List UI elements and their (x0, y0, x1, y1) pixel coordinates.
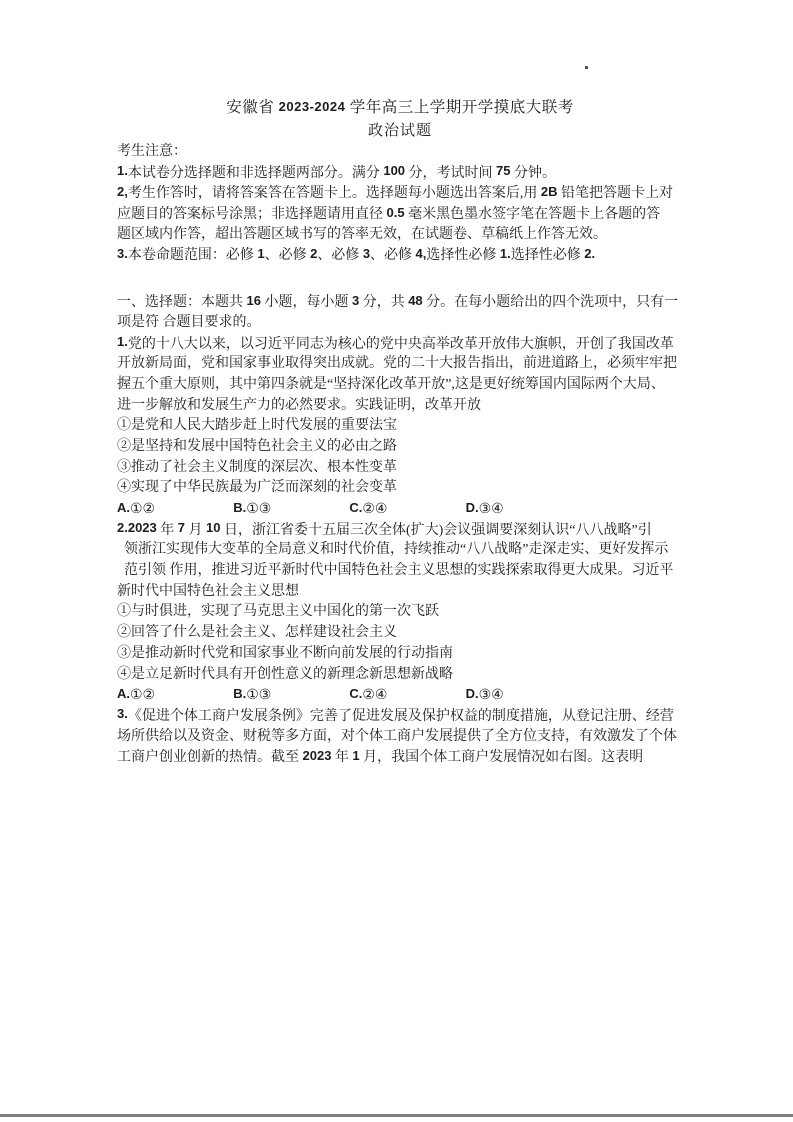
question-1-stem-line-2: 开放新局面，党和国家事业取得突出成就。党的二十大报告指出，前进道路上，必须牢牢把 (117, 356, 677, 372)
question-1-choice-c: C.②④ (349, 499, 388, 517)
question-2-stem-line-4: 新时代中国特色社会主义思想 (117, 583, 299, 599)
question-1-choice-b: B.①③ (233, 499, 272, 517)
page-bottom-edge-line (0, 1114, 793, 1117)
question-1-stem-line-3: 握五个重大原则，其中第四条就是“坚持深化改革开放”,这是更好统筹国内国际两个大局、 (117, 376, 665, 392)
document-body (117, 96, 683, 768)
question-2-stem-line-2: 领浙江实现伟大变革的全局意义和时代价值，持续推动“八八战略”走深走实、更好发挥示 (124, 542, 669, 558)
question-1-stem-line-4: 进一步解放和发展生产力的必然要求。实践证明，改革开放 (117, 397, 481, 413)
question-1-choice-d: D.③④ (465, 499, 504, 517)
question-1-choice-a: A.①② (117, 499, 156, 517)
question-2-choice-c: C.②④ (349, 685, 388, 704)
question-2-item-4: ④是立足新时代具有开创性意义的新理念新思想新战略 (117, 666, 453, 682)
question-3-stem-line-3: 工商户创业创新的热情。截至 2023 年 1 月，我国个体工商户发展情况如右图。这表明 (117, 747, 644, 766)
question-2-stem-line-1: 2.2023 年 7 月 10 日，浙江省委十五届三次全体(扩大)会议强调要深刻认识“八八战略”引 (117, 520, 652, 538)
scan-speck (585, 66, 588, 69)
notice-line-1: 1.本试卷分选择题和非选择题两部分。满分 100 分，考试时间 75 分钟。 (117, 163, 557, 181)
section-gap (117, 266, 683, 292)
question-1-item-1: ①是党和人民大踏步赶上时代发展的重要法宝 (117, 418, 397, 434)
notice-line-5: 3.本卷命题范围：必修 1、必修 2、必修 3、必修 4,选择性必修 1.选择性必修 2. (117, 245, 596, 264)
document-title: 安徽省 2023-2024 学年高三上学期开学摸底大联考 (226, 98, 574, 116)
question-2-item-1: ①与时俱进，实现了马克思主义中国化的第一次飞跃 (117, 604, 439, 620)
question-2-item-2: ②回答了什么是社会主义、怎样建设社会主义 (117, 625, 397, 641)
notice-line-3: 应题目的答案标号涂黑；非选择题请用直径 0.5 毫米黑色墨水签字笔在答题卡上各题的答 (117, 204, 661, 223)
question-1-stem-line-1: 1.党的十八大以来，以习近平同志为核心的党中央高举改革开放伟大旗帜，开创了我国改革 (117, 334, 674, 352)
question-2-answer-row (117, 685, 683, 706)
section-heading-line-1: 一、选择题：本题共 16 小题，每小题 3 分，共 48 分。在每小题给出的四个洗项中，只有一 (117, 292, 679, 311)
question-3-stem-line-2: 场所供给以及资金、财税等多方面，对个体工商户发展提供了全方位支持，有效激发了个体 (117, 728, 677, 744)
question-2-choice-b: B.①③ (233, 685, 272, 704)
notice-heading: 考生注意： (117, 144, 187, 159)
section-heading-line-2: 项是符 合题目要求的。 (117, 314, 261, 330)
question-2-item-3: ③是推动新时代党和国家事业不断向前发展的行动指南 (117, 645, 453, 661)
question-1-answer-row (117, 499, 683, 520)
question-1-item-3: ③推动了社会主义制度的深层次、根本性变革 (117, 459, 397, 475)
question-2-choice-a: A.①② (117, 685, 156, 704)
question-2-choice-d: D.③④ (465, 685, 504, 704)
notice-line-4: 题区域内作答，超出答题区域书写的答率无效，在试题卷、草稿纸上作答无效。 (117, 226, 607, 242)
document-subtitle: 政治试题 (367, 123, 432, 139)
question-1-item-4: ④实现了中华民族最为广泛而深刻的社会变革 (117, 480, 397, 496)
question-2-stem-line-3: 范引领 作用，推进习近平新时代中国特色社会主义思想的实践探索取得更大成果。习近平 (124, 563, 674, 579)
question-1-item-2: ②是坚持和发展中国特色社会主义的必由之路 (117, 438, 397, 454)
notice-line-2: 2,考生作答时，请将答案答在答题卡上。选择题每小题选出答案后,用 2B 铅笔把答题卡上对 (117, 183, 673, 202)
question-3-stem-line-1: 3.《促进个体工商户发展条例》完善了促进发展及保护权益的制度措施，从登记注册、经营 (117, 706, 674, 724)
